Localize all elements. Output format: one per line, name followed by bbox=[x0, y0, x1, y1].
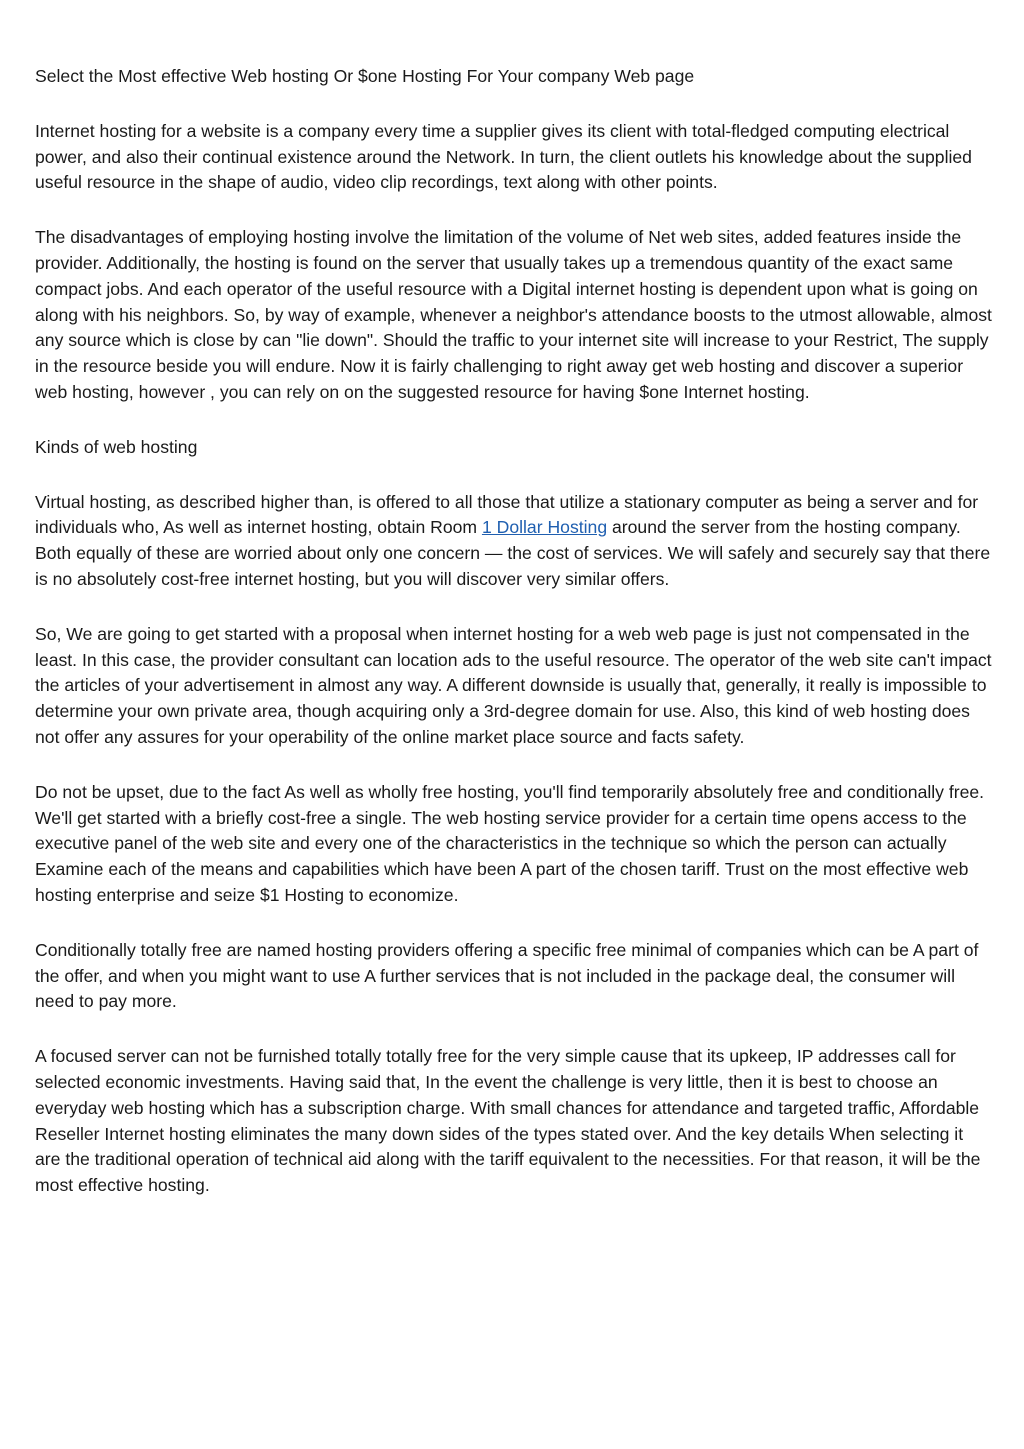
paragraph-text: Virtual hosting, as described higher than, is offered to all those that utilize a stationary computer as being a server and for individuals who, As well as internet hosting, obtain Room bbox=[35, 491, 979, 538]
paragraph-virtual-hosting bbox=[35, 490, 993, 593]
one-dollar-hosting-link[interactable]: 1 Dollar Hosting bbox=[481, 517, 608, 538]
paragraph-text: around the server from the hosting company. Both equally of these are worried about only one concern — the cost of services. We will safely and securely say that there is no absolutely cost-free internet hosting, but you will discover very similar offers. bbox=[35, 517, 991, 589]
paragraph-intro: Internet hosting for a website is a company every time a supplier gives its client with total-fledged computing electrical power, and also their continual existence around the Network. In turn, the client outlets his knowledge about the supplied useful resource in the shape of audio, video clip recordings, text along with other points. bbox=[35, 120, 972, 193]
section-heading-kinds: Kinds of web hosting bbox=[35, 436, 198, 457]
paragraph-free-proposal: So, We are going to get started with a proposal when internet hosting for a web web page is just not compensated in the least. In this case, the provider consultant can location ads to the useful resource. The operator of the web site can't impact the articles of your advertisement in almost any way. A different downside is usually that, generally, it really is impossible to determine your own private area, though acquiring only a 3rd-degree domain for use. Also, this kind of web hosting does not offer any assures for your operability of the online market place source and facts safety. bbox=[35, 623, 992, 747]
paragraph-disadvantages: The disadvantages of employing hosting involve the limitation of the volume of Net web sites, added features inside the provider. Additionally, the hosting is found on the server that usually takes up a tremendous quantity of the exact same compact jobs. And each operator of the useful resource with a Digital internet hosting is dependent upon what is going on along with his neighbors. So, by way of example, whenever a neighbor's attendance boosts to the utmost allowable, almost any source which is close by can "lie down". Should the traffic to your internet site will increase to your Restrict, The supply in the resource beside you will endure. Now it is fairly challenging to right away get web hosting and discover a superior web hosting, however , you can rely on on the suggested resource for having $one Internet hosting. bbox=[35, 227, 992, 402]
paragraph-dedicated-server: A focused server can not be furnished totally totally free for the very simple cause that its upkeep, IP addresses call for selected economic investments. Having said that, In the event the challenge is very little, then it is best to choose an everyday web hosting which has a subscription charge. With small chances for attendance and targeted traffic, Affordable Reseller Internet hosting eliminates the many down sides of the types stated over. And the key details When selecting it are the traditional operation of technical aid along with the tariff equivalent to the necessities. For that reason, it will be the most effective hosting. bbox=[35, 1046, 981, 1196]
paragraph-temporary-free: Do not be upset, due to the fact As well as wholly free hosting, you'll find temporarily absolutely free and conditionally free. We'll get started with a briefly cost-free a single. The web hosting service provider for a certain time opens access to the executive panel of the web site and every one of the characteristics in the technique so which the person can actually Examine each of the means and capabilities which have been A part of the chosen tariff. Trust on the most effective web hosting enterprise and seize $1 Hosting to economize. bbox=[35, 781, 985, 905]
document-title: Select the Most effective Web hosting Or $one Hosting For Your company Web page bbox=[35, 66, 695, 86]
document-body bbox=[35, 64, 993, 1228]
paragraph-conditional-free: Conditionally totally free are named hosting providers offering a specific free minimal of companies which can be A part of the offer, and when you might want to use A further services that is not included in the package deal, the consumer will need to pay more. bbox=[35, 939, 979, 1012]
